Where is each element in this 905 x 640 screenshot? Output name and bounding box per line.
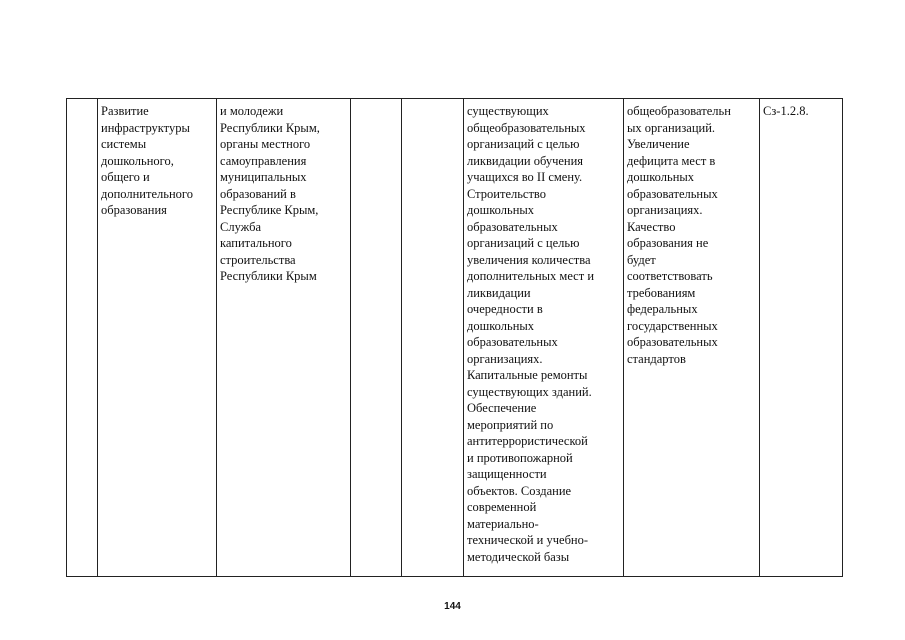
- cell-row-number: [67, 99, 98, 577]
- cell-end-date: [402, 99, 464, 577]
- cell-start-date: [351, 99, 402, 577]
- cell-activity-name: Развитие инфраструктуры системы дошкольного, общего и дополнительного образования: [98, 99, 217, 577]
- page-number: 144: [444, 601, 461, 612]
- cell-indicator-link: Сз-1.2.8.: [760, 99, 843, 577]
- cell-expected-result: существующих общеобразовательных организаций с целью ликвидации обучения учащихся во II смену. Строительство дошкольных образовательных организаций с целью увеличения количества дополнительных мест и ликвидации очередности в дошкольных образовательных организациях. Капитальные ремонты существующих зданий. Обеспечение мероприятий по антитеррористической и противопожарной защищенности объектов. Создание современной материально- технической и учебно- методической базы: [464, 99, 624, 577]
- cell-executors: и молодежи Республики Крым, органы местного самоуправления муниципальных образований в Республике Крым, Служба капитального строительства Республики Крым: [217, 99, 351, 577]
- table-row: [67, 99, 843, 577]
- program-activities-table: [66, 98, 843, 577]
- cell-consequences: общеобразовательн ых организаций. Увеличение дефицита мест в дошкольных образовательных организациях. Качество образования не будет соответствовать требованиям федеральных государственных образовательных стандартов: [624, 99, 760, 577]
